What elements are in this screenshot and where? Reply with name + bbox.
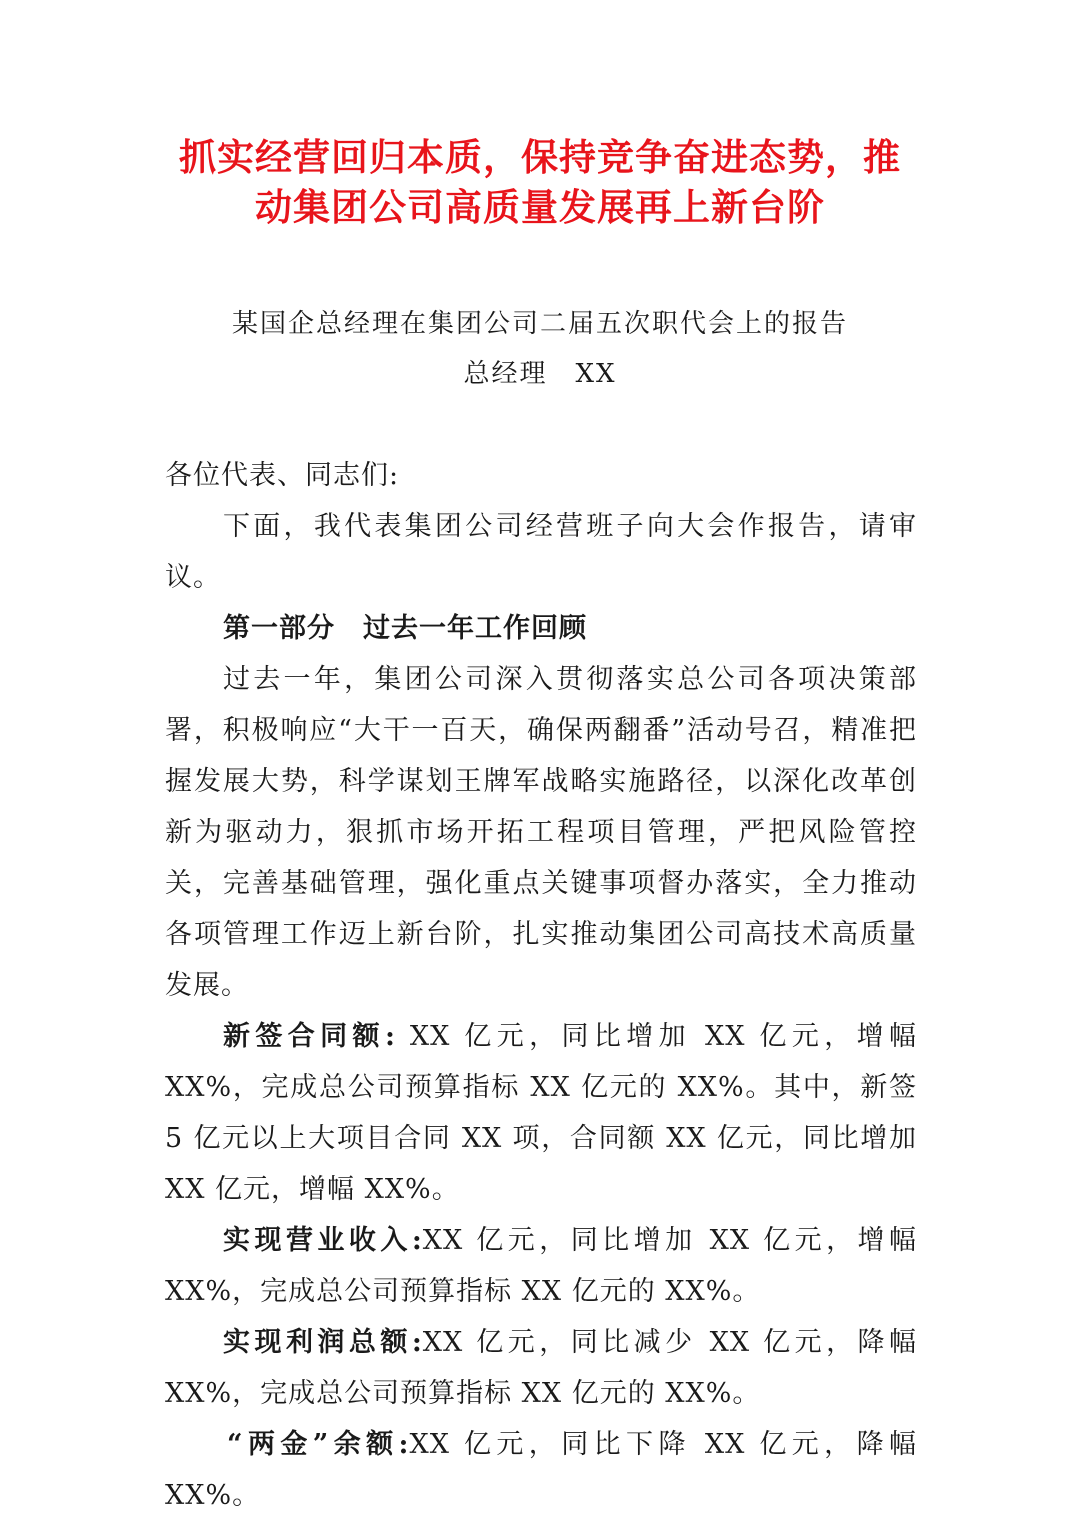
intro-paragraph: 下面，我代表集团公司经营班子向大会作报告，请审议。 <box>165 511 917 593</box>
profit-label: 实现利润总额: <box>223 1327 423 1358</box>
document-author: 总经理 XX <box>463 359 617 389</box>
revenue-label: 实现营业收入: <box>223 1225 423 1256</box>
contracts-paragraph <box>165 1011 917 1215</box>
revenue-text: XX 亿元，同比增加 XX 亿元，增幅 XX%，完成总公司预算指标 XX 亿元的 XX%。 <box>165 1225 918 1307</box>
document-body <box>165 450 917 1521</box>
title-line-2: 动集团公司高质量发展再上新台阶 <box>255 185 825 229</box>
profit-paragraph <box>165 1317 917 1419</box>
contracts-text: XX 亿元，同比增加 XX 亿元，增幅 XX%，完成总公司预算指标 XX 亿元的 XX%。其中，新签 5 亿元以上大项目合同 XX 项，合同额 XX 亿元，同比增加 XX 亿元，增幅 XX%。 <box>165 1021 917 1205</box>
funds-text: XX 亿元，同比下降 XX 亿元，降幅 XX%。 <box>165 1429 917 1511</box>
greeting: 各位代表、同志们: <box>165 460 400 491</box>
funds-paragraph <box>165 1419 917 1521</box>
contracts-label: 新签合同额: <box>223 1021 396 1052</box>
document-subtitle: 某国企总经理在集团公司二届五次职代会上的报告 <box>231 309 848 339</box>
funds-label: “两金”余额: <box>227 1429 410 1460</box>
review-paragraph: 过去一年，集团公司深入贯彻落实总公司各项决策部署，积极响应“大干一百天，确保两翻番”活动号召，精准把握发展大势，科学谋划王牌军战略实施路径，以深化改革创新为驱动力，狠抓市场开拓工程项目管理，严把风险管控关，完善基础管理，强化重点关键事项督办落实，全力推动各项管理工作迈上新台阶，扎实推动集团公司高技术高质量发展。 <box>165 664 917 1001</box>
document-title <box>150 132 930 232</box>
section-heading: 第一部分 过去一年工作回顾 <box>223 613 587 644</box>
revenue-paragraph <box>165 1215 917 1317</box>
title-line-1: 抓实经营回归本质，保持竞争奋进态势，推 <box>179 135 901 179</box>
profit-text: XX 亿元，同比减少 XX 亿元，降幅 XX%，完成总公司预算指标 XX 亿元的 XX%。 <box>165 1327 918 1409</box>
